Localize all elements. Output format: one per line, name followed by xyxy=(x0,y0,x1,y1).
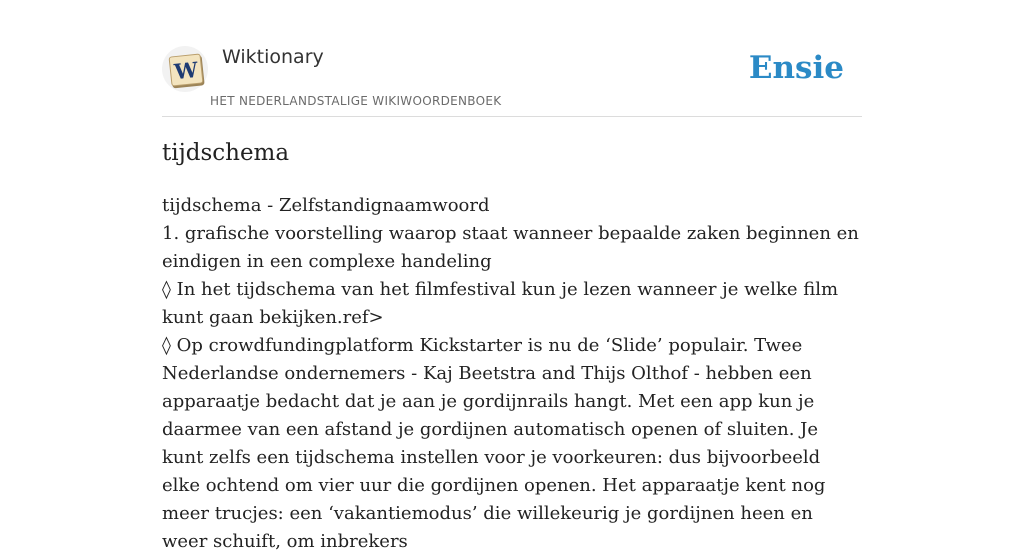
logo-letter: W xyxy=(173,56,200,85)
definition: 1. grafische voorstelling waarop staat wanneer bepaalde zaken beginnen en eindigen in een complexe handeling xyxy=(162,223,859,272)
site-name[interactable]: Wiktionary xyxy=(222,46,324,68)
logo-tile xyxy=(169,53,204,86)
page-title: tijdschema xyxy=(162,140,290,166)
site-tagline: HET NEDERLANDSTALIGE WIKIWOORDENBOEK xyxy=(210,94,502,108)
site-header xyxy=(162,0,862,117)
article-body xyxy=(162,192,862,556)
ensie-brand-link[interactable]: Ensie xyxy=(748,50,844,86)
example-sentence: ◊ In het tijdschema van het filmfestival kun je lezen wanneer je welke film kunt gaan bekijken.ref> xyxy=(162,279,839,328)
wiktionary-logo-icon[interactable] xyxy=(162,46,208,92)
example-sentence: ◊ Op crowdfundingplatform Kickstarter is nu de ‘Slide’ populair. Twee Nederlandse ondernemers - Kaj Beetstra and Thijs Olthof - hebben een apparaatje bedacht dat je aan je gordijnrails hangt. Met een app kun je daarmee van een afstand je gordijnen automatisch openen of sluiten. Je kunt zelfs een tijdschema instellen voor je voorkeuren: dus bijvoorbeeld elke ochtend om vier uur die gordijnen openen. Het apparaatje kent nog meer trucjes: een ‘vakantiemodus’ die willekeurig je gordijnen heen en weer schuift, om inbrekers xyxy=(162,335,826,552)
page xyxy=(162,0,862,552)
word-class-line: tijdschema - Zelfstandignaamwoord xyxy=(162,195,490,216)
